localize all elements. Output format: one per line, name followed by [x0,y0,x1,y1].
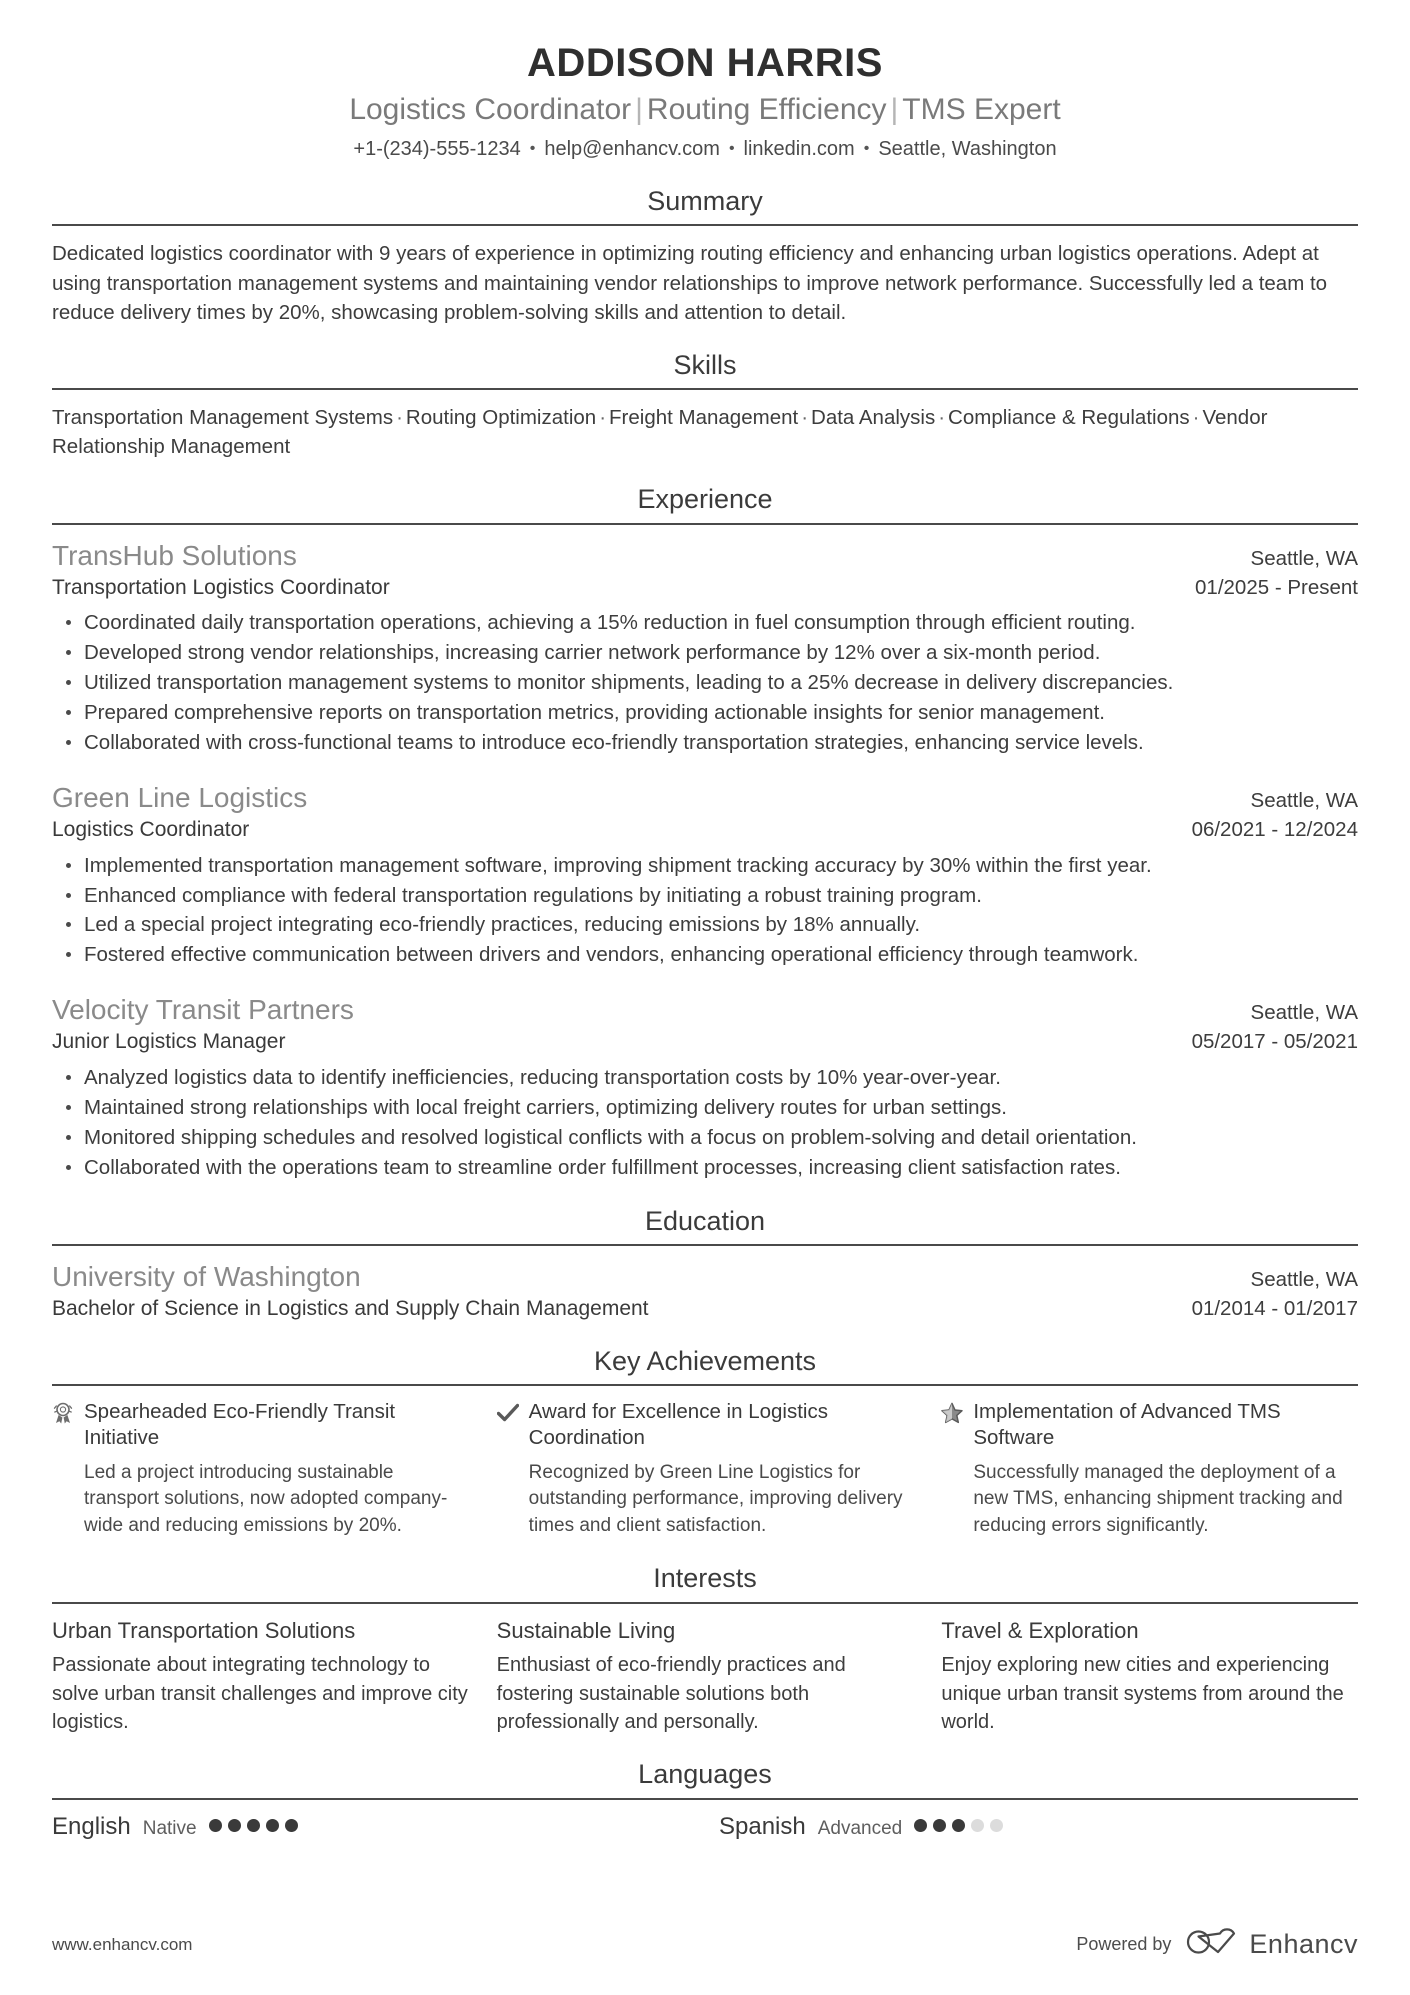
enhancv-logo [1185,1928,1358,1961]
achievement-item [52,1399,469,1540]
powered-by-label: Powered by [1076,1934,1172,1954]
experience-entries [52,525,1358,1183]
experience-entry [52,780,1358,970]
achievement-description: Recognized by Green Line Logistics for outstanding performance, improving delivery times and client satisfaction. [528,1461,903,1537]
section-key-achievements [52,1345,1358,1541]
contact-separator: • [728,140,735,157]
responsibility-item: Utilized transportation management systems to monitor shipments, leading to a 25% decrease in delivery discrepancies. [52,668,1358,698]
language-item [719,1813,1358,1841]
achievement-columns [52,1399,1358,1540]
company-location: Seattle, WA [1250,788,1358,812]
employment-dates: 06/2021 - 12/2024 [1191,817,1358,841]
achievement-title: Spearheaded Eco-Friendly Transit Initiative [84,1400,396,1450]
award-ribbon-icon [52,1400,74,1426]
section-languages [52,1758,1358,1840]
section-title-interests: Interests [653,1563,757,1594]
education-entries [52,1246,1358,1323]
contact-separator: • [863,140,870,157]
proficiency-dot-filled [914,1819,927,1832]
checkmark-icon [497,1400,519,1426]
section-summary [52,185,1358,327]
interest-description: Passionate about integrating technology to solve urban transit challenges and improve city logistics. [52,1654,468,1734]
employment-dates: 01/2025 - Present [1195,575,1358,599]
section-skills [52,349,1358,462]
section-title-experience: Experience [637,484,773,515]
responsibility-item: Analyzed logistics data to identify inefficiencies, reducing transportation costs by 10% year-over-year. [52,1063,1358,1093]
achievement-heading [497,1399,914,1451]
interest-item [941,1617,1358,1737]
headline-separator: | [635,93,643,126]
achievement-heading [941,1399,1358,1451]
responsibility-item: Implemented transportation management software, improving shipment tracking accuracy by 30% within the first year. [52,851,1358,881]
skill-item: Freight Management [609,406,799,430]
interest-item [52,1617,469,1737]
proficiency-dot-filled [266,1819,279,1832]
skill-separator: · [396,406,403,430]
enhancv-wordmark: Enhancv [1249,1929,1358,1959]
job-title: Junior Logistics Manager [52,1030,286,1054]
contact-email[interactable]: help@enhancv.com [544,138,720,160]
responsibility-item: Maintained strong relationships with local freight carriers, optimizing delivery routes for urban settings. [52,1093,1358,1123]
school-location: Seattle, WA [1250,1268,1358,1292]
language-list [52,1813,1358,1841]
headline-part: Routing Efficiency [646,93,887,126]
section-experience [52,483,1358,1182]
company-name: Velocity Transit Partners [52,994,354,1026]
proficiency-dot-filled [933,1819,946,1832]
achievement-description: Successfully managed the deployment of a new TMS, enhancing shipment tracking and reducing errors significantly. [973,1461,1343,1537]
skills-list [52,403,1358,461]
interest-title: Travel & Exploration [941,1617,1139,1643]
skill-item: Transportation Management Systems [52,406,394,430]
job-title: Logistics Coordinator [52,817,250,841]
achievement-item [497,1399,914,1540]
proficiency-dot-filled [247,1819,260,1832]
responsibility-item: Prepared comprehensive reports on transportation metrics, providing actionable insights for senior management. [52,698,1358,728]
language-proficiency-dots [209,1819,298,1832]
interest-columns [52,1617,1358,1737]
degree-name: Bachelor of Science in Logistics and Supply Chain Management [52,1297,649,1321]
interest-title: Sustainable Living [496,1617,676,1643]
proficiency-dot-empty [990,1819,1003,1832]
company-location: Seattle, WA [1250,546,1358,570]
achievement-heading [52,1399,469,1451]
contact-line [52,135,1358,163]
language-item [52,1813,691,1841]
skill-item: Routing Optimization [405,406,597,430]
responsibility-item: Collaborated with the operations team to streamline order fulfillment processes, increasing client satisfaction rates. [52,1153,1358,1183]
language-name: English [52,1812,131,1840]
education-dates: 01/2014 - 01/2017 [1191,1297,1358,1321]
experience-role-row [52,1027,1358,1056]
responsibility-item: Coordinated daily transportation operations, achieving a 15% reduction in fuel consumption through efficient routing. [52,608,1358,638]
contact-linkedin[interactable]: linkedin.com [743,138,855,160]
experience-entry [52,538,1358,758]
company-name: Green Line Logistics [52,781,308,813]
interest-description: Enthusiast of eco-friendly practices and fostering sustainable solutions both professionally and personally. [496,1654,846,1734]
proficiency-dot-filled [228,1819,241,1832]
skill-item: Compliance & Regulations [948,406,1190,430]
headline-part: TMS Expert [902,93,1061,126]
achievement-item [941,1399,1358,1540]
section-title-skills: Skills [673,349,737,380]
education-entry [52,1259,1358,1323]
experience-entry [52,992,1358,1182]
section-title-summary: Summary [647,186,763,216]
interest-title: Urban Transportation Solutions [52,1617,356,1643]
section-interests [52,1562,1358,1736]
enhancv-mark-icon [1185,1928,1239,1961]
job-title: Transportation Logistics Coordinator [52,575,390,599]
education-degree-row [52,1294,1358,1323]
interest-item [497,1617,914,1737]
proficiency-dot-filled [952,1819,965,1832]
achievement-title: Award for Excellence in Logistics Coordination [528,1400,828,1450]
headline-separator: | [890,93,899,126]
experience-company-row [52,992,1358,1027]
headline-part: Logistics Coordinator [349,93,632,126]
responsibility-item: Fostered effective communication between drivers and vendors, enhancing operational efficiency through teamwork. [52,940,1358,970]
proficiency-dot-filled [209,1819,222,1832]
education-school-row [52,1259,1358,1294]
experience-company-row [52,538,1358,573]
interest-description: Enjoy exploring new cities and experiencing unique urban transit systems from around the world. [941,1654,1344,1734]
skill-separator: · [938,406,946,430]
star-icon [941,1400,963,1426]
contact-location: Seattle, Washington [878,138,1057,160]
section-education [52,1205,1358,1323]
section-title-key-achievements: Key Achievements [593,1345,817,1376]
language-proficiency-dots [914,1819,1003,1832]
section-title-languages: Languages [638,1759,772,1790]
responsibility-item: Enhanced compliance with federal transportation regulations by initiating a robust training program. [52,881,1358,911]
language-name: Spanish [719,1812,806,1840]
proficiency-dot-filled [285,1819,298,1832]
proficiency-dot-empty [971,1819,984,1832]
responsibility-list [52,608,1358,758]
responsibility-list [52,1063,1358,1183]
company-name: TransHub Solutions [52,539,297,571]
experience-role-row [52,573,1358,602]
language-level: Advanced [817,1817,903,1839]
achievement-title: Implementation of Advanced TMS Software [973,1400,1281,1450]
school-name: University of Washington [52,1261,361,1293]
responsibility-item: Developed strong vendor relationships, increasing carrier network performance by 12% over a six-month period. [52,638,1358,668]
skill-separator: · [801,406,809,430]
professional-headline [52,90,1358,129]
skill-separator: · [1192,406,1200,430]
skill-item: Data Analysis [811,406,936,430]
footer-url[interactable]: www.enhancv.com [52,1934,193,1954]
company-location: Seattle, WA [1250,1001,1358,1025]
experience-company-row [52,780,1358,815]
experience-role-row [52,815,1358,844]
responsibility-list [52,851,1358,971]
responsibility-item: Monitored shipping schedules and resolved logistical conflicts with a focus on problem-solving and detail orientation. [52,1123,1358,1153]
contact-phone: +1-(234)-555-1234 [353,138,521,160]
language-level: Native [142,1817,197,1839]
skill-separator: · [599,406,607,430]
summary-text: Dedicated logistics coordinator with 9 years of experience in optimizing routing efficiency and enhancing urban logistics operations. Adept at using transportation management systems and maintaining vendor relationships to improve network performance. Successfully led a team to reduce delivery times by 20%, showcasing problem-solving skills and attention to detail. [52,242,1328,324]
responsibility-item: Led a special project integrating eco-friendly practices, reducing emissions by 18% annually. [52,910,1358,940]
powered-by-block [1076,1928,1358,1961]
contact-separator: • [529,140,536,157]
page-footer [52,1928,1358,1961]
section-title-education: Education [644,1205,766,1236]
skill-item: Vendor Relationship Management [52,406,1268,459]
employment-dates: 05/2017 - 05/2021 [1191,1030,1358,1054]
responsibility-item: Collaborated with cross-functional teams to introduce eco-friendly transportation strategies, enhancing service levels. [52,728,1358,758]
page-title: ADDISON HARRIS [527,41,883,85]
resume-header [52,34,1358,163]
achievement-description: Led a project introducing sustainable transport solutions, now adopted company-wide and reducing emissions by 20%. [84,1461,448,1537]
